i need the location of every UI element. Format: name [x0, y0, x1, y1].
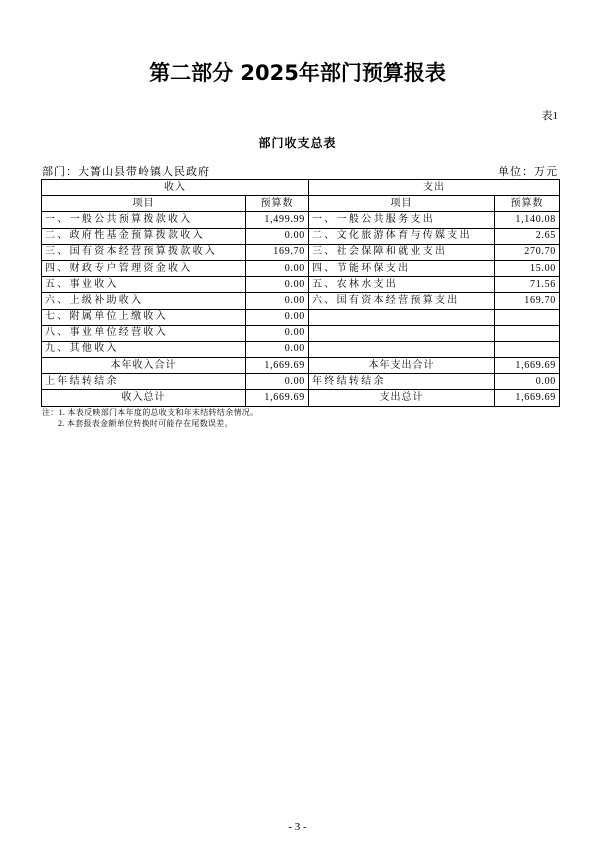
table-row: [42, 212, 560, 228]
empty-cell: [495, 325, 560, 341]
income-item: 八、事业单位经营收入: [42, 325, 246, 341]
footnote-1: 注：1. 本表反映部门本年度的总收支和年末结转结余情况。: [42, 408, 259, 417]
income-item: 六、上级补助收入: [42, 293, 246, 309]
income-amount: 0.00: [246, 228, 309, 244]
income-item: 一、一般公共预算拨款收入: [42, 212, 246, 228]
budget-summary-table: [41, 179, 560, 407]
table-row: [42, 341, 560, 357]
table-row: [42, 228, 560, 244]
income-amount: 0.00: [246, 309, 309, 325]
income-amount-header: 预算数: [246, 196, 309, 212]
income-item-header: 项目: [42, 196, 246, 212]
expense-total-label: 支出总计: [309, 390, 495, 406]
expense-subtotal-label: 本年支出合计: [309, 358, 495, 374]
expense-amount: 2.65: [495, 228, 560, 244]
year-end-carryover-label: 年终结转结余: [309, 374, 495, 390]
table-row: [42, 293, 560, 309]
prior-year-carryover-amount: 0.00: [246, 374, 309, 390]
unit-label: 单位：万元: [498, 166, 558, 178]
expense-amount: 270.70: [495, 244, 560, 260]
expense-item: 二、文化旅游体育与传媒支出: [309, 228, 495, 244]
expense-item: 六、国有资本经营预算支出: [309, 293, 495, 309]
income-subtotal-amount: 1,669.69: [246, 358, 309, 374]
expense-item-header: 项目: [309, 196, 495, 212]
column-header-row: [42, 196, 560, 212]
expense-item: 五、农林水支出: [309, 277, 495, 293]
income-item: 七、附属单位上缴收入: [42, 309, 246, 325]
table-row: [42, 244, 560, 260]
income-amount: 169.70: [246, 244, 309, 260]
income-amount: 0.00: [246, 260, 309, 276]
income-item: 九、其他收入: [42, 341, 246, 357]
table-row: [42, 325, 560, 341]
expense-amount-header: 预算数: [495, 196, 560, 212]
income-item: 四、财政专户管理资金收入: [42, 260, 246, 276]
expense-group-header: 支出: [309, 180, 560, 196]
income-amount: 0.00: [246, 325, 309, 341]
empty-cell: [309, 325, 495, 341]
total-row: [42, 390, 560, 406]
expense-item: 四、节能环保支出: [309, 260, 495, 276]
page-number: - 3 -: [288, 821, 307, 833]
income-item: 五、事业收入: [42, 277, 246, 293]
income-group-header: 收入: [42, 180, 309, 196]
group-header-row: [42, 180, 560, 196]
table-title: 部门收支总表: [258, 136, 337, 150]
expense-subtotal-amount: 1,669.69: [495, 358, 560, 374]
page-title: 第二部分 2025年部门预算报表: [149, 61, 446, 85]
empty-cell: [495, 341, 560, 357]
empty-cell: [495, 309, 560, 325]
income-total-amount: 1,669.69: [246, 390, 309, 406]
prior-year-carryover-label: 上年结转结余: [42, 374, 246, 390]
expense-item: 三、社会保障和就业支出: [309, 244, 495, 260]
expense-amount: 15.00: [495, 260, 560, 276]
department-label: 部门：大箐山县带岭镇人民政府: [42, 166, 210, 178]
carryover-row: [42, 374, 560, 390]
expense-amount: 169.70: [495, 293, 560, 309]
subtotal-row: [42, 358, 560, 374]
year-end-carryover-amount: 0.00: [495, 374, 560, 390]
table-row: [42, 260, 560, 276]
expense-amount: 71.56: [495, 277, 560, 293]
expense-total-amount: 1,669.69: [495, 390, 560, 406]
income-item: 三、国有资本经营预算拨款收入: [42, 244, 246, 260]
footnote-2: 2. 本套报表金额单位转换时可能存在尾数误差。: [58, 419, 233, 428]
empty-cell: [309, 341, 495, 357]
income-subtotal-label: 本年收入合计: [42, 358, 246, 374]
income-amount: 0.00: [246, 277, 309, 293]
empty-cell: [309, 309, 495, 325]
expense-item: 一、一般公共服务支出: [309, 212, 495, 228]
income-amount: 1,499.99: [246, 212, 309, 228]
table-row: [42, 309, 560, 325]
expense-amount: 1,140.08: [495, 212, 560, 228]
table-number: 表1: [541, 110, 558, 122]
income-item: 二、政府性基金预算拨款收入: [42, 228, 246, 244]
income-amount: 0.00: [246, 293, 309, 309]
income-total-label: 收入总计: [42, 390, 246, 406]
income-amount: 0.00: [246, 341, 309, 357]
table-row: [42, 277, 560, 293]
